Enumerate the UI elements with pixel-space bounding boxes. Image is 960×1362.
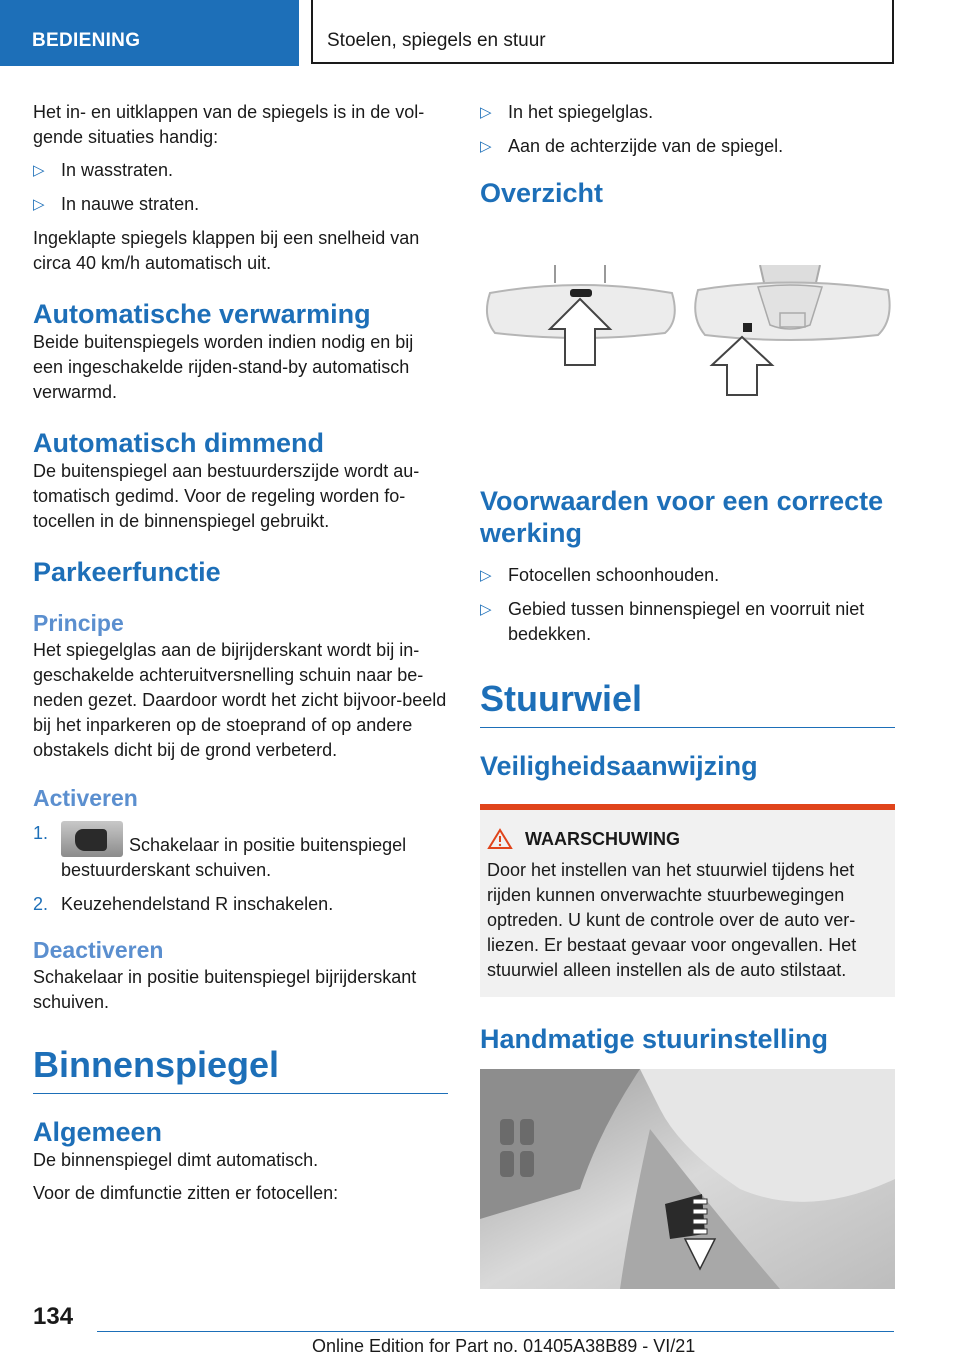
heading-activeren: Activeren [33, 785, 138, 811]
paragraph-algemeen-2: Voor de dimfunctie zitten er fotocellen: [33, 1183, 339, 1203]
heading-voorwaarden: Voorwaarden voor een correcte werking [480, 486, 884, 548]
triangle-bullet-icon: ▷ [33, 196, 45, 213]
list-item: ▷ Aan de achterzijde van de spiegel. [480, 134, 895, 159]
paragraph-dimmend: De buitenspiegel aan bestuurderszijde wordt au-tomatisch gedimd. Voor de regeling worden fo-tocellen in de binnenspiegel gebruikt. [33, 461, 420, 531]
triangle-bullet-icon: ▷ [33, 162, 45, 179]
intro-paragraph: Het in- en uitklappen van de spiegels is in de vol-gende situaties handig: [33, 102, 425, 147]
heading-veiligheid: Veiligheidsaanwijzing [480, 751, 758, 781]
paragraph-verwarming: Beide buitenspiegels worden indien nodig en bij een ingeschakelde rijden-stand-by automatisch verwarmd. [33, 332, 414, 402]
heading-algemeen: Algemeen [33, 1117, 163, 1147]
steering-column-photo [480, 1069, 895, 1289]
triangle-bullet-icon: ▷ [480, 138, 492, 155]
paragraph-algemeen-1: De binnenspiegel dimt automatisch. [33, 1150, 319, 1170]
warning-box [480, 804, 895, 997]
heading-dimmend: Automatisch dimmend [33, 428, 325, 458]
list-item: ▷ In nauwe straten. [33, 192, 448, 217]
heading-stuurwiel: Stuurwiel [480, 677, 895, 728]
section-title: BEDIENING [32, 30, 141, 51]
list-item: ▷ In wasstraten. [33, 158, 448, 183]
warning-text: Door het instellen van het stuurwiel tijdens het rijden kunnen onverwachte stuurbewegingen optreden. U kunt de controle over de auto ver-liezen. Er bestaat gevaar voor ongevallen. Het stuurwiel alleen instellen als de auto stilstaat. [487, 860, 857, 980]
list-item: 1. Schakelaar in positie buitenspiegel bestuurderskant schuiven. [33, 823, 407, 880]
heading-handmatig: Handmatige stuurinstelling [480, 1024, 829, 1054]
section-tab [0, 0, 299, 66]
heading-deactiveren: Deactiveren [33, 937, 164, 963]
chapter-tab [311, 0, 894, 64]
paragraph-deactiveren: Schakelaar in positie buitenspiegel bijrijderskant schuiven. [33, 967, 417, 1012]
heading-parkeerfunctie: Parkeerfunctie [33, 557, 221, 587]
left-column [33, 100, 448, 1214]
warning-triangle-icon [487, 828, 513, 850]
list-item: ▷ Fotocellen schoonhouden. [480, 563, 895, 588]
list-item: ▷ Gebied tussen binnenspiegel en voorruit niet bedekken. [480, 599, 865, 644]
heading-binnenspiegel: Binnenspiegel [33, 1043, 448, 1094]
page-number: 134 [33, 1303, 74, 1330]
mirror-front-figure [487, 265, 675, 365]
mirror-overview-illustration [480, 265, 895, 415]
warning-title: WAARSCHUWING [525, 828, 680, 849]
footer-edition: Online Edition for Part no. 01405A38B89 - VI/21 [312, 1336, 696, 1356]
mirror-switch-icon [61, 821, 123, 857]
list-item: ▷ In het spiegelglas. [480, 100, 895, 125]
heading-overzicht: Overzicht [480, 178, 604, 208]
chapter-title: Stoelen, spiegels en stuur [327, 30, 546, 51]
heading-principe: Principe [33, 610, 124, 636]
right-column [480, 100, 895, 1289]
list-item: 2. Keuzehendelstand R inschakelen. [33, 894, 334, 914]
triangle-bullet-icon: ▷ [480, 601, 492, 618]
warning-title-row [487, 828, 887, 850]
paragraph-principe: Het spiegelglas aan de bijrijderskant wordt bij in-geschakelde achteruitversnelling schuin naar be-neden gezet. Daardoor wordt het zicht bijvoor-beeld bij het inparkeren op de stoeprand of op andere obstakels dicht bij de grond verbeterd. [33, 640, 447, 760]
mirror-back-figure [695, 265, 889, 395]
heading-verwarming: Automatische verwarming [33, 299, 371, 329]
triangle-bullet-icon: ▷ [480, 104, 492, 121]
triangle-bullet-icon: ▷ [480, 567, 492, 584]
footer-divider [97, 1331, 894, 1332]
fold-paragraph: Ingeklapte spiegels klappen bij een snelheid van circa 40 km/h automatisch uit. [33, 228, 420, 273]
